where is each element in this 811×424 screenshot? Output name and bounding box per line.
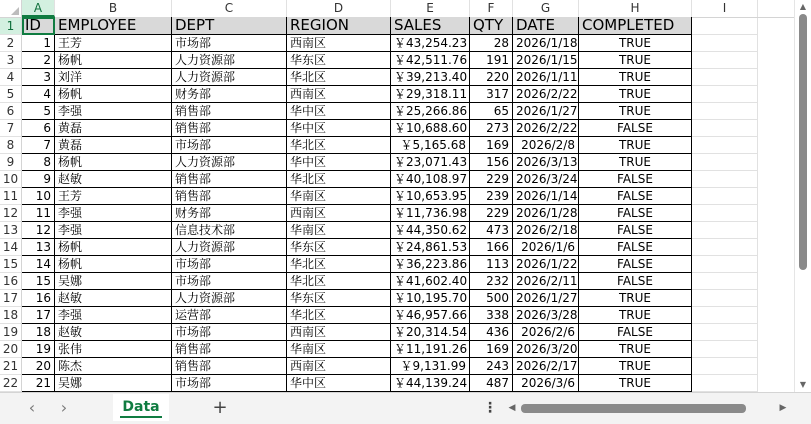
empty-cell[interactable] (692, 205, 758, 222)
column-header-e[interactable]: E (391, 0, 470, 17)
scroll-up-arrow-icon[interactable]: ▲ (799, 2, 807, 11)
table-cell[interactable]: 华南区 (287, 341, 391, 358)
horizontal-scroll-thumb[interactable] (521, 404, 746, 413)
table-cell[interactable]: TRUE (579, 103, 692, 120)
empty-cell[interactable] (692, 35, 758, 52)
table-cell[interactable]: 市场部 (172, 35, 287, 52)
row-header-10[interactable]: 10 (0, 171, 22, 188)
table-cell[interactable]: 赵敏 (55, 171, 172, 188)
vertical-scroll-thumb[interactable] (799, 14, 807, 270)
table-cell[interactable]: 229 (470, 171, 513, 188)
row-header-11[interactable]: 11 (0, 188, 22, 205)
table-cell[interactable]: 12 (22, 222, 55, 239)
table-cell[interactable]: TRUE (579, 341, 692, 358)
table-cell[interactable]: 吴娜 (55, 273, 172, 290)
table-cell[interactable]: 华北区 (287, 171, 391, 188)
table-cell[interactable]: 473 (470, 222, 513, 239)
table-cell[interactable]: 西南区 (287, 35, 391, 52)
empty-cell[interactable] (692, 307, 758, 324)
table-cell[interactable]: 14 (22, 256, 55, 273)
header-cell-region[interactable]: REGION (287, 17, 391, 35)
table-cell[interactable]: ￥11,736.98 (391, 205, 470, 222)
table-cell[interactable]: 232 (470, 273, 513, 290)
table-cell[interactable]: FALSE (579, 239, 692, 256)
table-cell[interactable]: ￥36,223.86 (391, 256, 470, 273)
table-cell[interactable]: FALSE (579, 120, 692, 137)
table-cell[interactable]: 2026/2/22 (513, 120, 579, 137)
table-cell[interactable]: 2026/2/22 (513, 86, 579, 103)
table-cell[interactable]: 2026/3/28 (513, 307, 579, 324)
scroll-left-arrow-icon[interactable]: ◀ (508, 403, 516, 413)
empty-cell[interactable] (692, 18, 758, 35)
table-cell[interactable]: 华北区 (287, 307, 391, 324)
empty-cell[interactable] (692, 86, 758, 103)
table-cell[interactable]: 113 (470, 256, 513, 273)
column-header-d[interactable]: D (287, 0, 391, 17)
table-cell[interactable]: FALSE (579, 222, 692, 239)
row-header-16[interactable]: 16 (0, 273, 22, 290)
row-header-20[interactable]: 20 (0, 341, 22, 358)
table-cell[interactable]: 7 (22, 137, 55, 154)
row-header-8[interactable]: 8 (0, 137, 22, 154)
vertical-scrollbar[interactable] (794, 0, 811, 392)
table-cell[interactable]: 人力资源部 (172, 239, 287, 256)
empty-cell[interactable] (692, 290, 758, 307)
table-cell[interactable]: FALSE (579, 273, 692, 290)
table-cell[interactable]: FALSE (579, 324, 692, 341)
table-cell[interactable]: 杨帆 (55, 86, 172, 103)
table-cell[interactable]: 人力资源部 (172, 52, 287, 69)
empty-cell[interactable] (692, 222, 758, 239)
table-cell[interactable]: 杨帆 (55, 52, 172, 69)
add-sheet-button[interactable]: + (212, 397, 228, 418)
table-cell[interactable]: ￥46,957.66 (391, 307, 470, 324)
table-cell[interactable]: 销售部 (172, 358, 287, 375)
table-cell[interactable]: 杨帆 (55, 154, 172, 171)
header-cell-dept[interactable]: DEPT (172, 17, 287, 35)
table-cell[interactable]: 华南区 (287, 188, 391, 205)
table-cell[interactable]: 刘洋 (55, 69, 172, 86)
column-header-f[interactable]: F (470, 0, 513, 17)
table-cell[interactable]: 黄磊 (55, 120, 172, 137)
table-cell[interactable]: 2026/3/20 (513, 341, 579, 358)
row-header-18[interactable]: 18 (0, 307, 22, 324)
table-cell[interactable]: 17 (22, 307, 55, 324)
empty-cell[interactable] (692, 341, 758, 358)
table-cell[interactable]: 4 (22, 86, 55, 103)
table-cell[interactable]: 西南区 (287, 86, 391, 103)
table-cell[interactable]: 信息技术部 (172, 222, 287, 239)
table-cell[interactable]: 2026/3/24 (513, 171, 579, 188)
table-cell[interactable]: 169 (470, 341, 513, 358)
table-cell[interactable]: 2026/2/17 (513, 358, 579, 375)
table-cell[interactable]: ￥10,195.70 (391, 290, 470, 307)
table-cell[interactable]: 2026/1/14 (513, 188, 579, 205)
table-cell[interactable]: 2026/2/11 (513, 273, 579, 290)
column-header-i[interactable]: I (692, 0, 758, 17)
table-cell[interactable]: TRUE (579, 358, 692, 375)
empty-cell[interactable] (692, 120, 758, 137)
table-cell[interactable]: 2026/3/6 (513, 375, 579, 392)
empty-cell[interactable] (692, 171, 758, 188)
table-cell[interactable]: 华南区 (287, 222, 391, 239)
table-cell[interactable]: 李强 (55, 222, 172, 239)
table-cell[interactable]: 销售部 (172, 188, 287, 205)
table-cell[interactable]: ￥44,350.62 (391, 222, 470, 239)
table-cell[interactable]: 2026/3/13 (513, 154, 579, 171)
table-cell[interactable]: 市场部 (172, 256, 287, 273)
row-header-15[interactable]: 15 (0, 256, 22, 273)
table-cell[interactable]: 人力资源部 (172, 154, 287, 171)
table-cell[interactable]: TRUE (579, 137, 692, 154)
table-cell[interactable]: ￥44,139.24 (391, 375, 470, 392)
table-cell[interactable]: 11 (22, 205, 55, 222)
empty-cell[interactable] (692, 375, 758, 392)
table-cell[interactable]: 赵敏 (55, 290, 172, 307)
table-cell[interactable]: 华中区 (287, 120, 391, 137)
table-cell[interactable]: 王芳 (55, 188, 172, 205)
table-cell[interactable]: ￥11,191.26 (391, 341, 470, 358)
table-cell[interactable]: 21 (22, 375, 55, 392)
table-cell[interactable]: FALSE (579, 256, 692, 273)
table-cell[interactable]: 张伟 (55, 341, 172, 358)
table-cell[interactable]: 169 (470, 137, 513, 154)
column-header-g[interactable]: G (513, 0, 579, 17)
header-cell-qty[interactable]: QTY (470, 17, 513, 35)
table-cell[interactable]: 436 (470, 324, 513, 341)
table-cell[interactable]: 陈杰 (55, 358, 172, 375)
table-cell[interactable]: 273 (470, 120, 513, 137)
table-cell[interactable]: 16 (22, 290, 55, 307)
table-cell[interactable]: 18 (22, 324, 55, 341)
table-cell[interactable]: 华中区 (287, 103, 391, 120)
table-cell[interactable]: 市场部 (172, 324, 287, 341)
table-cell[interactable]: 243 (470, 358, 513, 375)
table-cell[interactable]: 2 (22, 52, 55, 69)
row-header-12[interactable]: 12 (0, 205, 22, 222)
row-header-2[interactable]: 2 (0, 35, 22, 52)
empty-cell[interactable] (692, 239, 758, 256)
table-cell[interactable]: 6 (22, 120, 55, 137)
table-cell[interactable]: 销售部 (172, 341, 287, 358)
table-cell[interactable]: TRUE (579, 86, 692, 103)
table-cell[interactable]: ￥29,318.11 (391, 86, 470, 103)
table-cell[interactable]: 吴娜 (55, 375, 172, 392)
table-cell[interactable]: TRUE (579, 307, 692, 324)
table-cell[interactable]: ￥10,653.95 (391, 188, 470, 205)
table-cell[interactable]: 黄磊 (55, 137, 172, 154)
table-cell[interactable]: 2026/1/6 (513, 239, 579, 256)
table-cell[interactable]: 15 (22, 273, 55, 290)
table-cell[interactable]: TRUE (579, 35, 692, 52)
row-header-7[interactable]: 7 (0, 120, 22, 137)
table-cell[interactable]: 2026/2/6 (513, 324, 579, 341)
table-cell[interactable]: TRUE (579, 375, 692, 392)
table-cell[interactable]: 166 (470, 239, 513, 256)
table-cell[interactable]: ￥40,108.97 (391, 171, 470, 188)
table-cell[interactable]: 487 (470, 375, 513, 392)
row-header-3[interactable]: 3 (0, 52, 22, 69)
empty-cell[interactable] (692, 137, 758, 154)
more-options-icon[interactable]: ⋮ (483, 400, 497, 416)
row-header-1[interactable]: 1 (0, 18, 22, 35)
table-cell[interactable]: 28 (470, 35, 513, 52)
table-cell[interactable]: ￥5,165.68 (391, 137, 470, 154)
table-cell[interactable]: 华东区 (287, 290, 391, 307)
table-cell[interactable]: 2026/1/11 (513, 69, 579, 86)
table-cell[interactable]: ￥10,688.60 (391, 120, 470, 137)
table-cell[interactable]: ￥43,254.23 (391, 35, 470, 52)
table-cell[interactable]: 西南区 (287, 324, 391, 341)
table-cell[interactable]: 2026/1/27 (513, 290, 579, 307)
table-cell[interactable]: 65 (470, 103, 513, 120)
sheet-tab-label: Data (120, 399, 161, 418)
table-cell[interactable]: TRUE (579, 290, 692, 307)
table-cell[interactable]: FALSE (579, 205, 692, 222)
table-cell[interactable]: 156 (470, 154, 513, 171)
empty-cell[interactable] (692, 52, 758, 69)
table-cell[interactable]: 华东区 (287, 52, 391, 69)
header-cell-employee[interactable]: EMPLOYEE (55, 17, 172, 35)
table-cell[interactable]: TRUE (579, 154, 692, 171)
table-cell[interactable]: ￥9,131.99 (391, 358, 470, 375)
column-header-b[interactable]: B (55, 0, 172, 17)
empty-cell[interactable] (692, 358, 758, 375)
table-cell[interactable]: 229 (470, 205, 513, 222)
header-cell-date[interactable]: DATE (513, 17, 579, 35)
table-cell[interactable]: 华北区 (287, 69, 391, 86)
table-cell[interactable]: ￥20,314.54 (391, 324, 470, 341)
scroll-right-arrow-icon[interactable]: ▶ (779, 403, 787, 413)
next-sheet-icon[interactable]: › (60, 398, 68, 417)
table-cell[interactable]: 市场部 (172, 375, 287, 392)
table-cell[interactable]: 13 (22, 239, 55, 256)
table-cell[interactable]: 239 (470, 188, 513, 205)
empty-cell[interactable] (692, 154, 758, 171)
table-cell[interactable]: 西南区 (287, 205, 391, 222)
table-cell[interactable]: 10 (22, 188, 55, 205)
table-cell[interactable]: FALSE (579, 171, 692, 188)
table-cell[interactable]: 华东区 (287, 239, 391, 256)
table-cell[interactable]: 华中区 (287, 154, 391, 171)
table-cell[interactable]: TRUE (579, 52, 692, 69)
table-cell[interactable]: 317 (470, 86, 513, 103)
table-cell[interactable]: 2026/1/28 (513, 205, 579, 222)
header-cell-sales[interactable]: SALES (391, 17, 470, 35)
table-cell[interactable]: 华北区 (287, 256, 391, 273)
table-cell[interactable]: 市场部 (172, 137, 287, 154)
table-cell[interactable]: 500 (470, 290, 513, 307)
table-cell[interactable]: 李强 (55, 205, 172, 222)
table-cell[interactable]: 赵敏 (55, 324, 172, 341)
column-header-a[interactable]: A (22, 0, 55, 17)
table-cell[interactable]: 华中区 (287, 375, 391, 392)
select-all-corner[interactable] (0, 0, 22, 17)
table-cell[interactable]: 2026/1/15 (513, 52, 579, 69)
table-cell[interactable]: ￥39,213.40 (391, 69, 470, 86)
table-cell[interactable]: FALSE (579, 188, 692, 205)
table-cell[interactable]: ￥41,602.40 (391, 273, 470, 290)
table-cell[interactable]: ￥25,266.86 (391, 103, 470, 120)
column-header-bar (0, 0, 794, 18)
row-header-17[interactable]: 17 (0, 290, 22, 307)
empty-cell[interactable] (692, 188, 758, 205)
header-cell-id[interactable]: ID (22, 17, 55, 35)
table-cell[interactable]: 销售部 (172, 120, 287, 137)
table-cell[interactable]: 王芳 (55, 35, 172, 52)
prev-sheet-icon[interactable]: ‹ (28, 398, 36, 417)
sheet-tab-bar (0, 392, 811, 424)
table-cell[interactable]: 李强 (55, 307, 172, 324)
table-cell[interactable]: TRUE (579, 69, 692, 86)
table-cell[interactable]: 华北区 (287, 137, 391, 154)
table-cell[interactable]: ￥24,861.53 (391, 239, 470, 256)
table-cell[interactable]: 财务部 (172, 205, 287, 222)
table-cell[interactable]: 9 (22, 171, 55, 188)
table-cell[interactable]: 338 (470, 307, 513, 324)
row-header-19[interactable]: 19 (0, 324, 22, 341)
empty-cell[interactable] (692, 103, 758, 120)
empty-cell[interactable] (692, 69, 758, 86)
row-header-22[interactable]: 22 (0, 375, 22, 392)
table-cell[interactable]: 杨帆 (55, 239, 172, 256)
row-header-14[interactable]: 14 (0, 239, 22, 256)
empty-cell[interactable] (692, 324, 758, 341)
table-cell[interactable]: 20 (22, 358, 55, 375)
table-cell[interactable]: 19 (22, 341, 55, 358)
table-cell[interactable]: 人力资源部 (172, 290, 287, 307)
column-header-h[interactable]: H (579, 0, 692, 17)
table-cell[interactable]: 财务部 (172, 86, 287, 103)
table-cell[interactable]: 杨帆 (55, 256, 172, 273)
table-cell[interactable]: ￥42,511.76 (391, 52, 470, 69)
empty-cell[interactable] (692, 256, 758, 273)
table-cell[interactable]: 2026/1/18 (513, 35, 579, 52)
table-cell[interactable]: 华北区 (287, 273, 391, 290)
row-header-6[interactable]: 6 (0, 103, 22, 120)
row-header-21[interactable]: 21 (0, 358, 22, 375)
table-cell[interactable]: 人力资源部 (172, 69, 287, 86)
empty-cell[interactable] (692, 273, 758, 290)
scroll-down-arrow-icon[interactable]: ▼ (799, 380, 807, 389)
table-cell[interactable]: 2026/1/27 (513, 103, 579, 120)
row-header-5[interactable]: 5 (0, 86, 22, 103)
table-cell[interactable]: 李强 (55, 103, 172, 120)
table-cell[interactable]: 191 (470, 52, 513, 69)
table-cell[interactable]: 市场部 (172, 273, 287, 290)
table-cell[interactable]: 1 (22, 35, 55, 52)
table-cell[interactable]: 销售部 (172, 171, 287, 188)
table-cell[interactable]: 8 (22, 154, 55, 171)
table-cell[interactable]: 5 (22, 103, 55, 120)
row-header-13[interactable]: 13 (0, 222, 22, 239)
table-cell[interactable]: 3 (22, 69, 55, 86)
row-header-9[interactable]: 9 (0, 154, 22, 171)
table-cell[interactable]: 2026/1/22 (513, 256, 579, 273)
table-cell[interactable]: ￥23,071.43 (391, 154, 470, 171)
table-cell[interactable]: 2026/2/8 (513, 137, 579, 154)
header-cell-completed[interactable]: COMPLETED (579, 17, 692, 35)
table-cell[interactable]: 2026/2/18 (513, 222, 579, 239)
sheet-tab-data[interactable] (113, 394, 169, 421)
row-header-4[interactable]: 4 (0, 69, 22, 86)
table-cell[interactable]: 220 (470, 69, 513, 86)
table-cell[interactable]: 销售部 (172, 103, 287, 120)
column-header-c[interactable]: C (172, 0, 287, 17)
table-cell[interactable]: 西南区 (287, 358, 391, 375)
table-cell[interactable]: 运营部 (172, 307, 287, 324)
